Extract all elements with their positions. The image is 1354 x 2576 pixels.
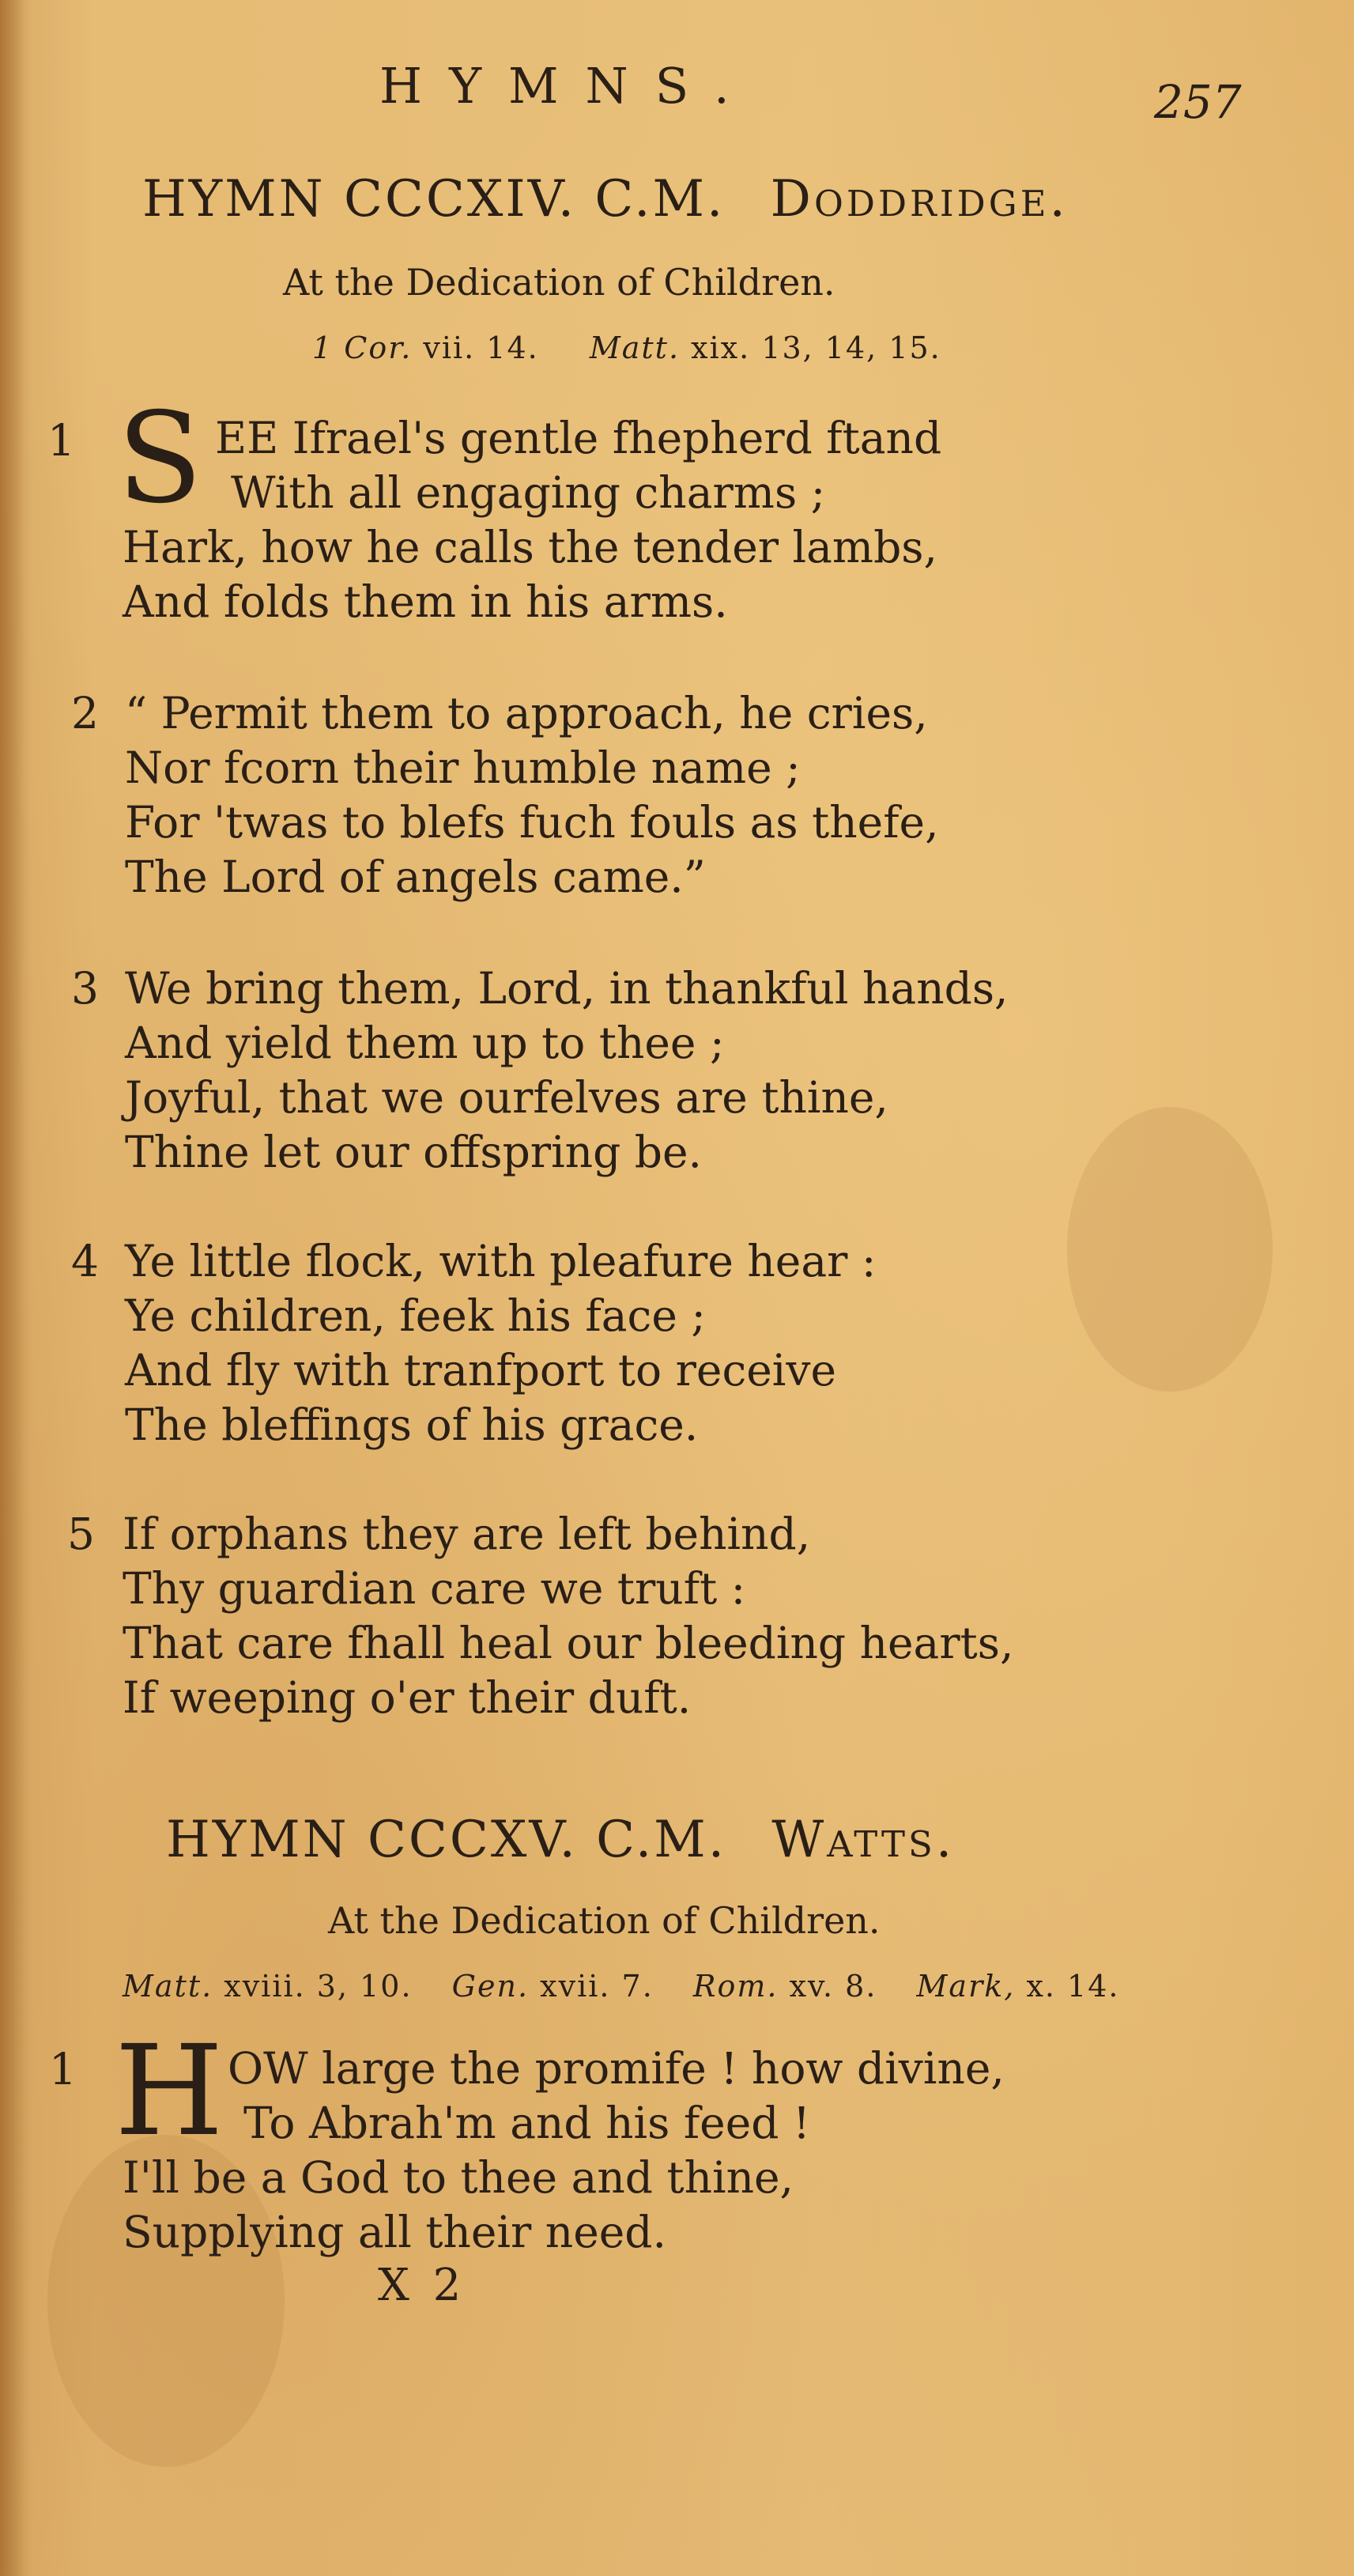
verse-number: 2 bbox=[71, 688, 99, 738]
scripture-book: Matt. bbox=[123, 1969, 213, 2004]
scripture-ref: x. 14. bbox=[1026, 1969, 1120, 2004]
verse-line: “ Permit them to approach, he cries, bbox=[125, 688, 928, 738]
verse-number: 4 bbox=[71, 1236, 99, 1286]
verse-line: Thy guardian care we truft : bbox=[123, 1563, 746, 1614]
verse-line: Nor fcorn their humble name ; bbox=[125, 742, 801, 793]
hymn-occasion: At the Dedication of Children. bbox=[328, 1899, 881, 1942]
spine-shadow bbox=[0, 0, 32, 2576]
scripture-book: 1 Cor. bbox=[312, 330, 413, 365]
verse-line: Ye children, feek his face ; bbox=[125, 1290, 706, 1341]
verse-number: 1 bbox=[49, 2044, 77, 2094]
hymn-author: Doddridge. bbox=[770, 170, 1069, 229]
scripture-references bbox=[312, 330, 941, 365]
scripture-ref: xvii. 7. bbox=[540, 1969, 654, 2004]
verse-line: And fly with tranfport to receive bbox=[125, 1345, 837, 1396]
verse-line: The Lord of angels came.” bbox=[125, 852, 706, 902]
verse-number: 1 bbox=[47, 415, 75, 466]
running-head: HYMNS. bbox=[379, 57, 756, 115]
scripture-book: Rom. bbox=[692, 1969, 779, 2004]
scripture-ref: vii. 14. bbox=[423, 330, 539, 365]
scripture-references bbox=[123, 1969, 1119, 2004]
page-number: 257 bbox=[1154, 75, 1242, 129]
verse-line: Hark, how he calls the tender lambs, bbox=[123, 522, 937, 572]
verse-line: That care fhall heal our bleeding hearts, bbox=[123, 1618, 1014, 1668]
verse-line: Thine let our offspring be. bbox=[125, 1127, 703, 1177]
scripture-book: Gen. bbox=[451, 1969, 530, 2004]
verse-line: OW large the promife ! how divine, bbox=[228, 2043, 1005, 2094]
hymn-title bbox=[166, 1811, 955, 1869]
paper-stain bbox=[1067, 1107, 1273, 1392]
verse-number: 3 bbox=[71, 963, 99, 1014]
hymn-number: HYMN CCCXV. C.M. bbox=[166, 1811, 727, 1869]
verse-line: EE Ifrael's gentle fhepherd ftand bbox=[215, 413, 942, 463]
hymn-number: HYMN CCCXIV. C.M. bbox=[142, 170, 726, 229]
verse-line: Supplying all their need. bbox=[123, 2207, 666, 2257]
verse-line: To Abrah'm and his feed ! bbox=[243, 2098, 811, 2148]
verse-number: 5 bbox=[67, 1509, 95, 1559]
verse-line: And yield them up to thee ; bbox=[125, 1018, 725, 1068]
verse-line: Ye little flock, with pleafure hear : bbox=[125, 1236, 877, 1286]
catchword: X 2 bbox=[378, 2260, 466, 2311]
verse-line: Joyful, that we ourfelves are thine, bbox=[125, 1072, 888, 1123]
scripture-book: Matt. bbox=[589, 330, 681, 365]
drop-cap: S bbox=[117, 386, 203, 531]
verse-line: If orphans they are left behind, bbox=[123, 1509, 811, 1559]
verse-line: We bring them, Lord, in thankful hands, bbox=[125, 963, 1009, 1014]
verse-line: With all engaging charms ; bbox=[231, 467, 826, 518]
scripture-ref: xv. 8. bbox=[789, 1969, 877, 2004]
verse-line: I'll be a God to thee and thine, bbox=[123, 2152, 794, 2203]
drop-cap: H bbox=[115, 2019, 224, 2164]
verse-line: The bleffings of his grace. bbox=[125, 1399, 699, 1450]
verse-line: For 'twas to blefs fuch fouls as thefe, bbox=[125, 797, 939, 848]
hymn-title bbox=[142, 170, 1069, 229]
verse-line: And folds them in his arms. bbox=[123, 576, 728, 627]
hymn-author: Watts. bbox=[771, 1811, 956, 1869]
scripture-book: Mark, bbox=[916, 1969, 1016, 2004]
scripture-ref: xix. 13, 14, 15. bbox=[691, 330, 941, 365]
scripture-ref: xviii. 3, 10. bbox=[224, 1969, 413, 2004]
verse-line: If weeping o'er their duft. bbox=[123, 1672, 692, 1723]
hymn-occasion: At the Dedication of Children. bbox=[283, 261, 835, 304]
